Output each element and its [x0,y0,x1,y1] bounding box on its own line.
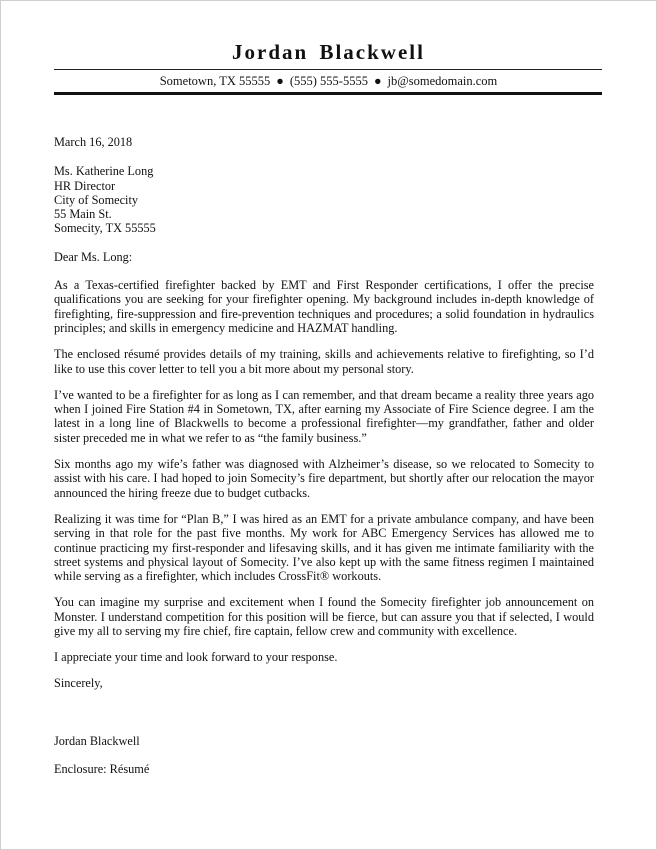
paragraph-current-role: Realizing it was time for “Plan B,” I was hired as an EMT for a private ambulance company, and have been serving in that role for the past five months. My work for ABC Emergency Services has allowed me to continue practicing my first-responder and lifesaving skills, and it has given me intimate familiarity with the street systems and physical layout of Somecity. I’ve also kept up with the same fitness regimen I maintained while serving as a firefighter, which includes CrossFit® workouts. [54,511,594,584]
recipient-city: Somecity, TX 55555 [54,221,156,236]
enclosure-note: Enclosure: Résumé [54,762,150,777]
bullet-separator: ● [276,74,284,88]
signer-name: Jordan Blackwell [54,733,140,748]
header-rule-bottom [54,92,602,95]
paragraph-resume: The enclosed résumé provides details of my training, skills and achievements relative to firefighting, so I’d like to use this cover letter to tell you a bit more about my personal story. [54,347,594,376]
paragraph-relocation: Six months ago my wife’s father was diagnosed with Alzheimer’s disease, so we relocated to Somecity to assist with his care. I had hoped to join Somecity’s fire department, but shortly after our relocation the mayor announced the hiring freeze due to budget cutbacks. [54,457,594,500]
salutation: Dear Ms. Long: [54,249,133,264]
header-rule-top [54,69,602,70]
recipient-address [54,164,594,235]
contact-line [0,74,657,89]
recipient-name: Ms. Katherine Long [54,164,154,179]
signoff: Sincerely, [54,675,103,690]
paragraph-closing: You can imagine my surprise and excitement when I found the Somecity firefighter job announcement on Monster. I understand competition for this position will be fierce, but can assure you that if selected, I would give my all to serving my fire chief, fire captain, fellow crew and community with excellence. [54,595,594,639]
recipient-title: HR Director [54,178,116,193]
paragraph-background: I’ve wanted to be a firefighter for as long as I can remember, and that dream became a reality three years ago when I joined Fire Station #4 in Sometown, TX, after earning my Associate of Fire Science degree. I am the latest in a long line of Blackwells to become a professional firefighter—my grandfather, father and older sister preceded me in what we refer to as “the family business.” [54,387,594,445]
contact-phone: (555) 555-5555 [289,74,368,88]
letter-body [54,135,594,777]
contact-email: jb@somedomain.com [387,74,498,88]
bullet-separator: ● [373,74,382,88]
recipient-street: 55 Main St. [54,207,112,222]
recipient-org: City of Somecity [54,192,139,207]
letter-date: March 16, 2018 [54,135,133,149]
sender-name: Jordan Blackwell [232,40,425,64]
paragraph-intro: As a Texas-certified firefighter backed by EMT and First Responder certifications, I offer the precise qualifications you are seeking for your firefighter opening. My background includes in-depth knowledge of firefighting, fire-suppression and fire-prevention techniques and procedures; a solid foundation in hydraulics principles; and skills in emergency medicine and HAZMAT handling. [54,278,594,335]
appreciation-line: I appreciate your time and look forward to your response. [54,650,338,665]
contact-city: Sometown, TX 55555 [159,74,271,88]
